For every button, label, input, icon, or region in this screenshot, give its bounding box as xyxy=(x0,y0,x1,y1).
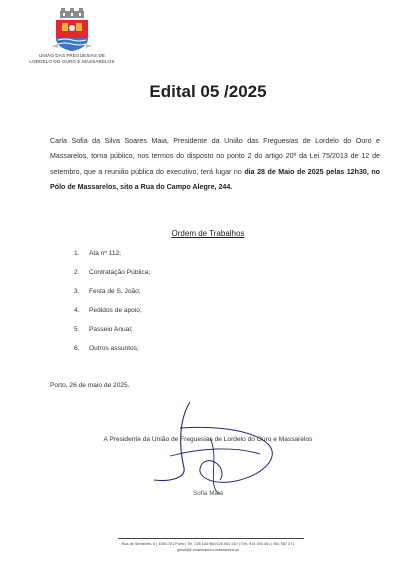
agenda-item-text: Passeio Anual; xyxy=(89,326,133,333)
agenda-item-number: 2. xyxy=(74,269,80,276)
org-name-line2: LORDELO DO OURO E MASSARELOS xyxy=(29,59,115,64)
footer-address: Rua de Serralves, 8 | 4150-701 Porto | Tel. 226 164 960/226 061 210 | Tlm. 914 394 461 | 961 557 471 xyxy=(121,542,295,546)
org-name-line1: UNIÃO DAS FREGUESIAS DE xyxy=(38,53,106,58)
handwritten-signature xyxy=(150,398,290,498)
agenda-item-text: Contratação Pública; xyxy=(89,269,151,276)
agenda-heading: Ordem de Trabalhos xyxy=(171,229,245,238)
paragraph-bold-text: dia 28 de Maio de 2025 pelas 12h30, no Pólo de Massarelos, sito a Rua do Campo Alegre, 244. xyxy=(50,167,380,192)
footer-divider xyxy=(118,538,304,539)
agenda-item-text: Festa de S. João; xyxy=(89,288,141,295)
agenda-item-number: 3. xyxy=(74,288,80,295)
paragraph-regular-text: Carla Sofia da Silva Soares Maia, Presidente da União das Freguesias de Lordelo do Ouro e Massarelos, torna público, nos termos do disposto no ponto 2 do artigo 20º da Lei 75/2013 de 12 de setembro, que a reunião pública do executivo, terá lugar no xyxy=(50,137,380,176)
agenda-item-text: Outros assuntos; xyxy=(89,345,139,352)
coat-of-arms-icon xyxy=(52,8,92,52)
agenda-item-number: 1. xyxy=(74,250,80,257)
signature-title: A Presidente da União de Freguesias de Lordelo do Ouro e Massarelos xyxy=(103,436,313,443)
document-title: Edital 05 /2025 xyxy=(149,82,267,101)
announcement-paragraph xyxy=(50,134,380,196)
signature-name: Sofia Maia xyxy=(192,490,224,497)
agenda-item-number: 6. xyxy=(74,345,80,352)
date-line: Porto, 26 de maio de 2025. xyxy=(50,382,130,389)
agenda-item-number: 5. xyxy=(74,326,80,333)
parish-logo xyxy=(22,8,122,66)
agenda-item-text: Pedidos de apoio; xyxy=(89,307,142,314)
agenda-item-number: 4. xyxy=(74,307,80,314)
agenda-item-text: Ata nº 112; xyxy=(89,250,121,257)
footer-email: geral@jf-lordelodouro-massarelos.pt xyxy=(177,548,239,552)
